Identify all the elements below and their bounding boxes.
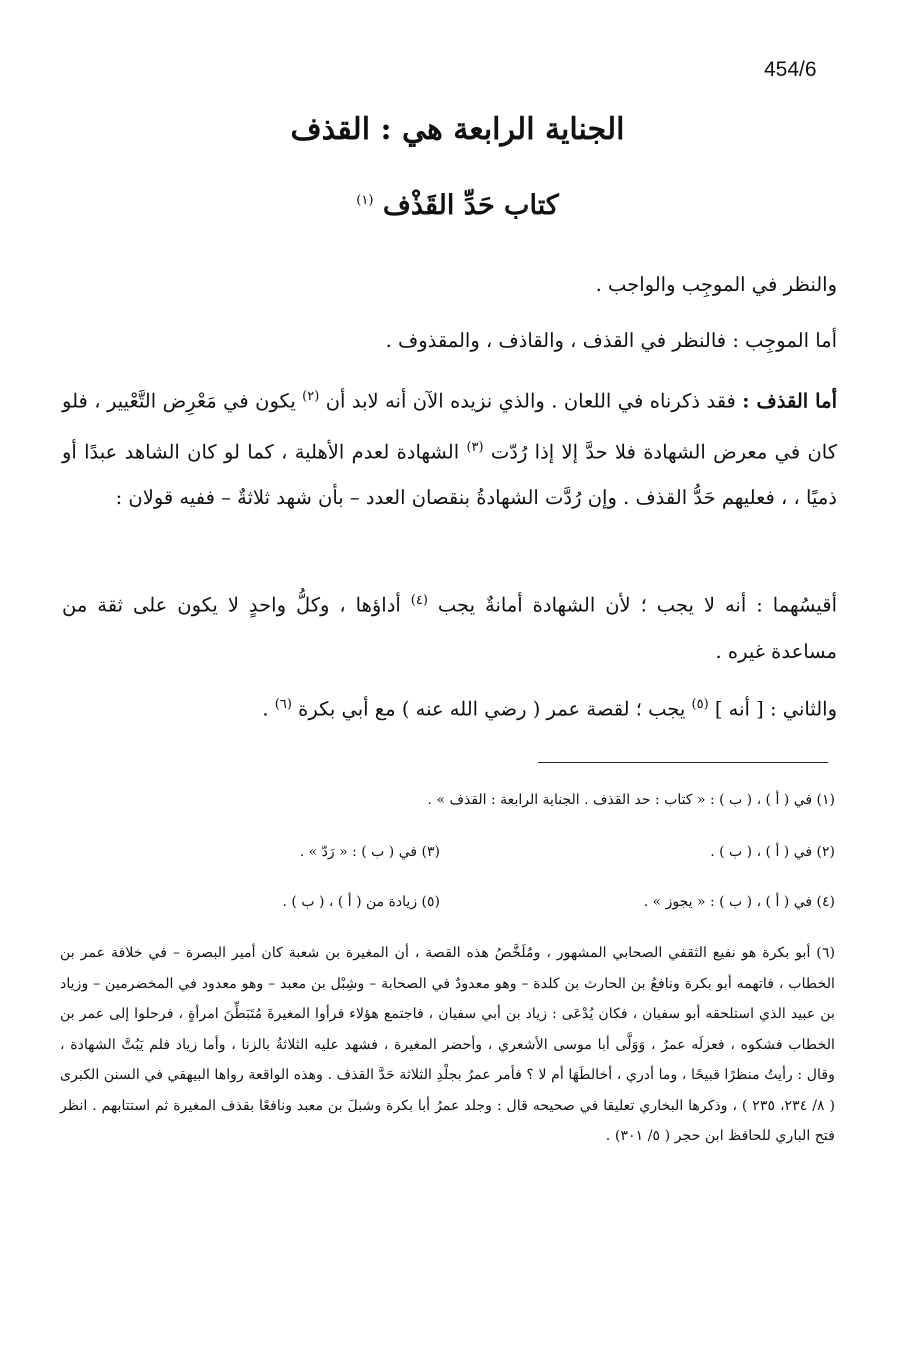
footnote-ref-4: (٤) [410,593,428,608]
footnote-ref-2: (٢) [302,389,320,404]
paragraph-text: يجب ؛ لقصة عمر ( رضي الله عنه ) مع أبي بكرة [291,697,692,721]
footnote-4: (٤) في ( أ ) ، ( ب ) : « يجوز » . [643,894,835,910]
paragraph-4 [62,578,837,675]
footnote-ref-1: (١) [356,193,374,208]
paragraph-lead: أما القذف : [742,389,837,413]
paragraph-3 [62,374,837,521]
footnote-ref-6: (٦) [274,697,292,712]
section-title: الجناية الرابعة هي : القذف [290,112,625,147]
footnote-ref-5: (٥) [691,697,709,712]
paragraph-text: فقد ذكرناه في اللعان . والذي نزيده الآن أنه لابد أن [319,389,743,413]
footnote-ref-3: (٣) [466,439,484,455]
footnote-5: (٥) زيادة من ( أ ) ، ( ب ) . [282,894,440,910]
paragraph-text: . [262,697,275,721]
footnote-6: (٦) أبو بكرة هو نفيع الثقفي الصحابي المشهور ، ومُلَخَّصُ هذه القصة ، أن المغيرة بن شعبة كان أمير البصرة – في خلافة عمر بن الخطاب ، فاتهمه أبو بكرة ونافعُ بن الحارث بن كلدة – وهو معدودٌ في الصحابة – وشِبْل بن معبد – وهو معدود في المخضرمين – وزياد بن عبيد الذي استلحقه أبو سفيان ، فكان يُدْعَى : زياد بن أبي سفيان ، فاجتمع هؤلاء فرأوا المغيرةَ مُتَبَطِّنَ امرأةٍ ، فرحلوا إلى عمر بن الخطاب فشكوه ، فعزلَه عمرُ ، وَوَلَّى أبا موسى الأشعري ، وأحضر المغيرة ، فشهد عليه الثلاثةُ بالزنا ، وأما زياد فلم يَبُتَّ الشهادة ، وقال : رأيتُ منظرًا قبيحًا ، وما أدري ، أخالطَهَا أم لا ؟ فأمر عمرُ بجلْدِ الثلاثة حَدَّ القذف . وهذه الواقعة رواها البيهقي في السنن الكبرى ( ٨/ ٢٣٤، ٢٣٥ ) ، وذكرها البخاري تعليقا في صحيحه قال : وجلد عمرُ أبا بكرة وشبلَ بن معبد ونافعًا بقذف المغيرة ثم استتابهم . انظر فتح الباري للحافظ ابن حجر ( ٥/ ٣٠١) . [60,945,835,1144]
book-heading [60,190,855,221]
footnote-3: (٣) في ( ب ) : « رَدّ » . [299,844,440,860]
paragraph-text: أداؤها ، وكلُّ واحدٍ لا يكون على ثقة من مساعدة غيره . [62,593,837,663]
page-number: 454/6 [764,58,817,81]
paragraph-text: والثاني : [ أنه ] [708,697,837,721]
paragraph-text: يكون في مَعْرِض التَّعْيير ، فلو كان في معرض الشهادة فلا حدَّ إلا إذا رُدّت [62,389,837,463]
paragraph-text: أقيسُهما : أنه لا يجب ؛ لأن الشهادة أمانةٌ يجب [427,593,837,617]
footnote-2: (٢) في ( أ ) ، ( ب ) . [710,844,835,860]
book-heading-text: كتاب حَدِّ القَذْف [382,190,559,221]
paragraph-5 [62,682,837,733]
paragraph-1: والنظر في الموجِب والواجب . [595,273,837,296]
footnote-1: (١) في ( أ ) ، ( ب ) : « كتاب : حد القذف . الجناية الرابعة : القذف » . [427,792,835,808]
paragraph-2: أما الموجِب : فالنظر في القذف ، والقاذف ، والمقذوف . [385,329,837,352]
footnote-divider [538,762,828,763]
paragraph-text: الشهادة لعدم الأهلية ، كما لو كان الشاهد عبدًا أو ذميًا ، ، فعليهم حَدُّ القذف . وإن رُدَّت الشهادةُ بنقصان العدد – بأن شهد ثلاثةٌ – ففيه قولان : [62,440,837,509]
